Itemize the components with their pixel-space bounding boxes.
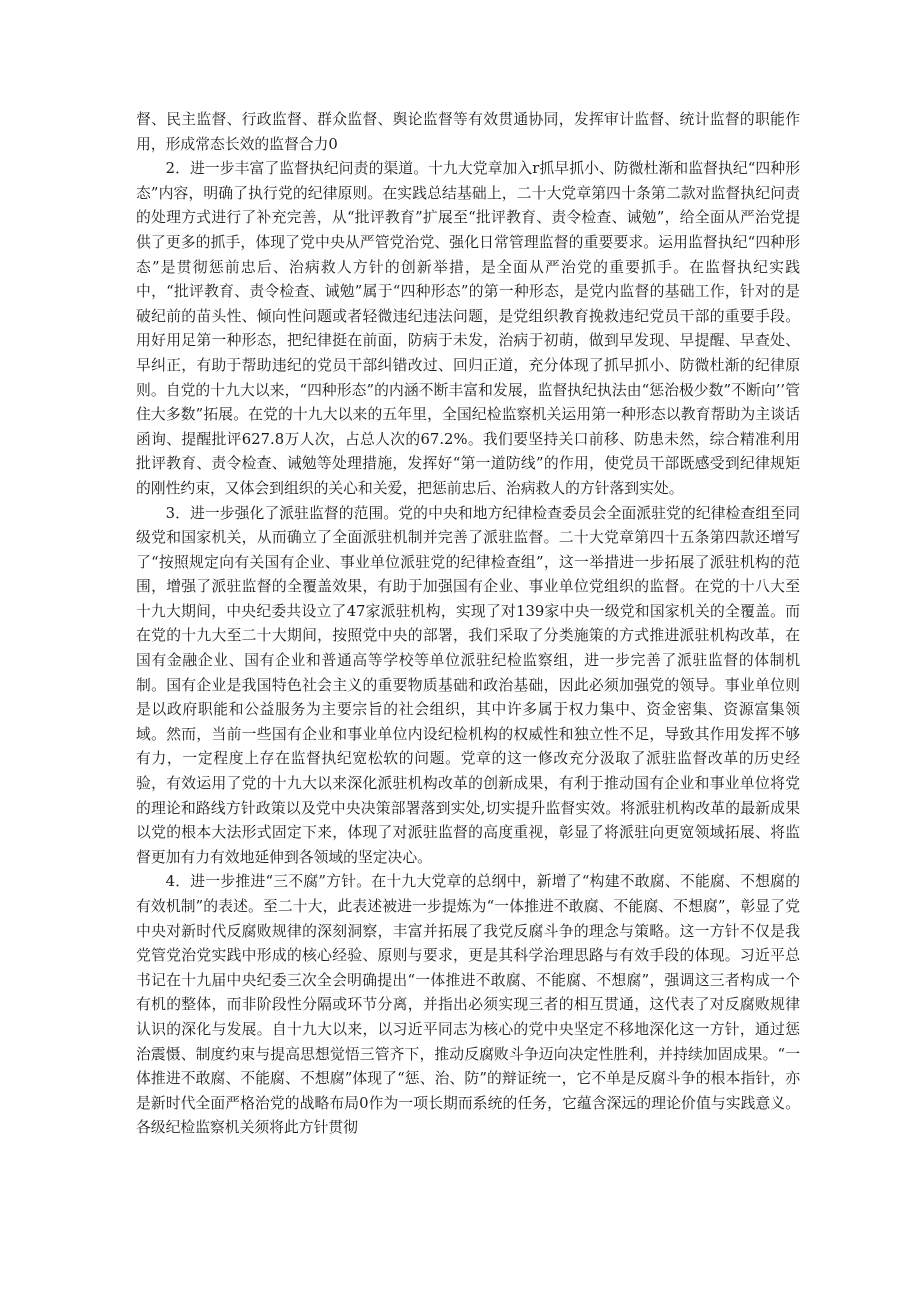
paragraph-2-four-forms: 2．进一步丰富了监督执纪问责的渠道。十九大党章加入r抓早抓小、防微杜渐和监督执纪“四种形态”内容，明确了执行党的纪律原则。在实践总结基础上，二十大党章第四十条第二款对监督执纪问责的处理方式进行了补充完善，从“批评教育”扩展至“批评教育、责令检查、诫勉”，给全面从严治党提供了更多的抓手，体现了党中央从严管党治党、强化日常管理监督的重要要求。运用监督执纪“四种形态”是贯彻惩前忠后、治病救人方针的创新举措，是全面从严治党的重要抓手。在监督执纪实践中，“批评教育、责令检查、诫勉”属于“四种形态”的第一种形态，是党内监督的基础工作，针对的是破纪前的苗头性、倾向性问题或者轻微违纪违法问题，是党组织教育挽救违纪党员干部的重要手段。用好用足第一种形态，把纪律挺在前面，防病于未发，治病于初萌，做到早发现、早提醒、早查处、早纠正，有助于帮助违纪的党员干部纠错改过、回归正道，充分体现了抓早抓小、防微杜渐的纪律原则。自党的十九大以来，“四种形态”的内涵不断丰富和发展，监督执纪执法由“惩治极少数”不断向’’管住大多数”拓展。在党的十九大以来的五年里，全国纪检监察机关运用第一种形态以教育帮助为主谈话函询、提醒批评627.8万人次，占总人次的67.2%。我们要坚持关口前移、防患未然，综合精准利用批评教育、责令检查、诫勉等处理措施，发挥好“第一道防线”的作用，使党员干部既感受到纪律规矩的刚性约束，又体会到组织的关心和关爱，把惩前忠后、治病救人的方针落到实处。 <box>136 160 800 497</box>
paragraph-3-resident-supervision: 3．进一步强化了派驻监督的范围。党的中央和地方纪律检查委员会全面派驻党的纪律检查组至同级党和国家机关，从而确立了全面派驻机制并完善了派驻监督。二十大党章第四十五条第四款还增写了“按照规定向有关国有企业、事业单位派驻党的纪律检查组”，这一举措进一步拓展了派驻机构的范围，增强了派驻监督的全覆盖效果，有助于加强国有企业、事业单位党组织的监督。在党的十八大至十九大期间，中央纪委共设立了47家派驻机构，实现了对139家中央一级党和国家机关的全覆盖。而在党的十九大至二十大期间，按照党中央的部署，我们采取了分类施策的方式推进派驻机构改革，在国有金融企业、国有企业和普通高等学校等单位派驻纪检监察组，进一步完善了派驻监督的体制机制。国有企业是我国特色社会主义的重要物质基础和政治基础，因此必须加强党的领导。事业单位则是以政府职能和公益服务为主要宗旨的社会组织，其中许多属于权力集中、资金密集、资源富集领域。然而，当前一些国有企业和事业单位内设纪检机构的权威性和独立性不足，导致其作用发挥不够有力，一定程度上存在监督执纪宽松软的问题。党章的这一修改充分汲取了派驻监督改革的历史经验，有效运用了党的十九大以来深化派驻机构改革的创新成果，有利于推动国有企业和事业单位将党的理论和路线方针政策以及党中央决策部署落到实处,切实提升监督实效。将派驻机构改革的最新成果以党的根本大法形式固定下来，体现了对派驻监督的高度重视，彰显了将派驻向更宽领域拓展、将监督更加有力有效地延伸到各领域的坚定决心。 <box>136 504 800 866</box>
paragraph-continued-supervision: 督、民主监督、行政监督、群众监督、舆论监督等有效贯通协同，发挥审计监督、统计监督的职能作用，形成常态长效的监督合力0 <box>136 111 800 153</box>
paragraph-4-three-no-corruption: 4．进一步推进“三不腐”方针。在十九大党章的总纲中，新增了“构建不敢腐、不能腐、不想腐的有效机制”的表述。至二十大，此表述被进一步提炼为“一体推进不敢腐、不能腐、不想腐”，彰显了党中央对新时代反腐败规律的深刻洞察，丰富并拓展了我党反腐斗争的理念与策略。这一方针不仅是我党管党治党实践中形成的核心经验、原则与要求，更是其科学治理思路与有效手段的体现。习近平总书记在十九届中央纪委三次全会明确提出“一体推进不敢腐、不能腐、不想腐”，强调这三者构成一个有机的整体，而非阶段性分隔或环节分离，并指出必须实现三者的相互贯通，这代表了对反腐败规律认识的深化与发展。自十九大以来，以习近平同志为核心的党中央坚定不移地深化这一方针，通过惩治震慑、制度约束与提高思想觉悟三管齐下，推动反腐败斗争迈向决定性胜利，并持续加固成果。“一体推进不敢腐、不能腐、不想腐”体现了“惩、治、防”的辩证统一，它不单是反腐斗争的根本指针，亦是新时代全面严格治党的战略布局0作为一项长期而系统的任务，它蕴含深远的理论价值与实践意义。各级纪检监察机关须将此方针贯彻 <box>136 873 800 1137</box>
document-body <box>136 108 800 1141</box>
